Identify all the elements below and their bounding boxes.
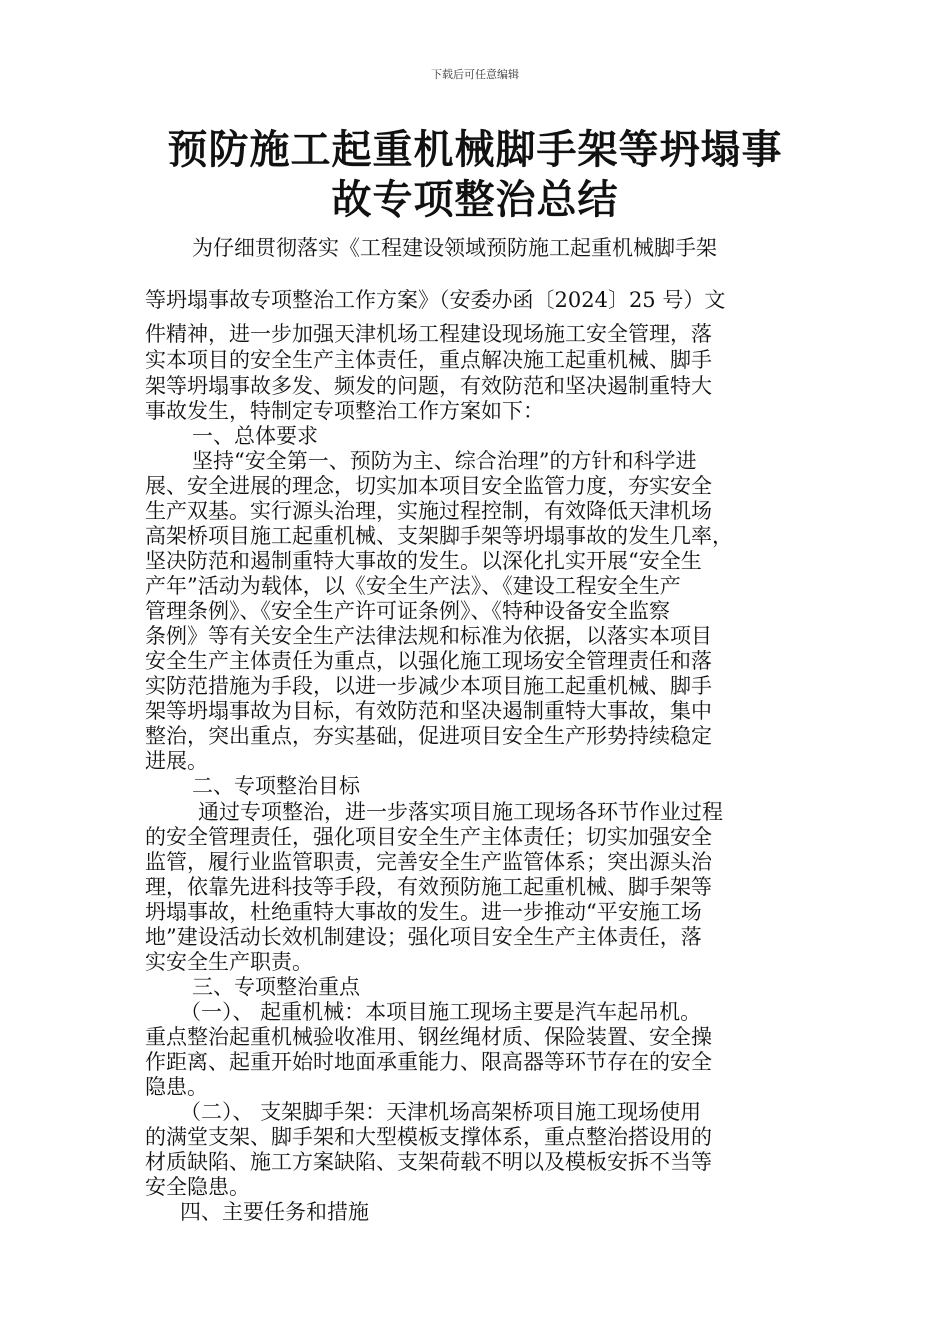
paragraph-line: （一）、 起重机械：本项目施工现场主要是汽车起吊机。 bbox=[180, 1000, 702, 1024]
paragraph-line: （二）、 支架脚手架：天津机场高架桥项目施工现场使用 bbox=[180, 1100, 702, 1124]
paragraph-line: 坚持“安全第一、预防为主、综合治理”的方针和科学进 bbox=[192, 449, 697, 473]
paragraph-line: 高架桥项目施工起重机械、支架脚手架等坍塌事故的发生几率， bbox=[145, 524, 733, 548]
intro-line: 等坍塌事故专项整治工作方案》（安委办函〔2024〕25 号）文 bbox=[145, 288, 726, 312]
paragraph-line: 坚决防范和遏制重特大事故的发生。以深化扎实开展“安全生 bbox=[145, 549, 702, 573]
paragraph-line: 通过专项整治，进一步落实项目施工现场各环节作业过程 bbox=[198, 800, 723, 824]
paragraph-line: 实防范措施为手段，以进一步减少本项目施工起重机械、脚手 bbox=[145, 674, 712, 698]
intro-line: 事故发生，特制定专项整治工作方案如下： bbox=[145, 399, 544, 423]
intro-line: 架等坍塌事故多发、频发的问题，有效防范和坚决遏制重特大 bbox=[145, 374, 712, 398]
paragraph-line: 坍塌事故，杜绝重特大事故的发生。进一步推动“平安施工场 bbox=[145, 900, 702, 924]
intro-line: 件精神，进一步加强天津机场工程建设现场施工安全管理，落 bbox=[145, 322, 712, 346]
paragraph-line: 的满堂支架、脚手架和大型模板支撑体系，重点整治搭设用的 bbox=[145, 1125, 712, 1149]
paragraph-line: 架等坍塌事故为目标，有效防范和坚决遏制重特大事故，集中 bbox=[145, 699, 712, 723]
paragraph-line: 条例》等有关安全生产法律法规和标准为依据，以落实本项目 bbox=[145, 624, 712, 648]
paragraph-line: 实安全生产职责。 bbox=[145, 950, 313, 974]
header-note: 下载后可任意编辑 bbox=[431, 68, 519, 81]
paragraph-line: 展、安全进展的理念，切实加本项目安全监管力度，夯实安全 bbox=[145, 474, 712, 498]
paragraph-line: 生产双基。实行源头治理，实施过程控制，有效降低天津机场 bbox=[145, 499, 712, 523]
section-heading: 二、专项整治目标 bbox=[192, 774, 360, 798]
section-heading: 四、主要任务和措施 bbox=[180, 1200, 369, 1224]
section-heading: 三、专项整治重点 bbox=[192, 975, 360, 999]
paragraph-line: 材质缺陷、施工方案缺陷、支架荷载不明以及模板安拆不当等 bbox=[145, 1150, 712, 1174]
paragraph-line: 安全生产主体责任为重点，以强化施工现场安全管理责任和落 bbox=[145, 649, 712, 673]
paragraph-line: 管理条例》、《安全生产许可证条例》、《特种设备安全监察 bbox=[145, 599, 670, 623]
document-title-line-1: 预防施工起重机械脚手架等坍塌事 bbox=[167, 126, 783, 173]
paragraph-line: 隐患。 bbox=[145, 1075, 208, 1099]
paragraph-line: 进展。 bbox=[145, 749, 208, 773]
paragraph-line: 作距离、起重开始时地面承重能力、限高器等环节存在的安全 bbox=[145, 1050, 712, 1074]
paragraph-line: 监管，履行业监管职责，完善安全生产监管体系；突出源头治 bbox=[145, 850, 712, 874]
document-title-line-2: 故专项整治总结 bbox=[331, 176, 619, 223]
paragraph-line: 整治，突出重点，夯实基础，促进项目安全生产形势持续稳定 bbox=[145, 724, 712, 748]
intro-line: 为仔细贯彻落实《工程建设领域预防施工起重机械脚手架 bbox=[192, 236, 717, 260]
paragraph-line: 理，依靠先进科技等手段，有效预防施工起重机械、脚手架等 bbox=[145, 875, 712, 899]
paragraph-line: 重点整治起重机械验收准用、钢丝绳材质、保险装置、安全操 bbox=[145, 1025, 712, 1049]
paragraph-line: 安全隐患。 bbox=[145, 1175, 250, 1199]
section-heading: 一、总体要求 bbox=[192, 424, 318, 448]
paragraph-line: 的安全管理责任，强化项目安全生产主体责任；切实加强安全 bbox=[145, 825, 712, 849]
intro-line: 实本项目的安全生产主体责任，重点解决施工起重机械、脚手 bbox=[145, 348, 712, 372]
paragraph-line: 产年”活动为载体，以《安全生产法》、《建设工程安全生产 bbox=[145, 574, 681, 598]
paragraph-line: 地”建设活动长效机制建设；强化项目安全生产主体责任，落 bbox=[145, 925, 702, 949]
